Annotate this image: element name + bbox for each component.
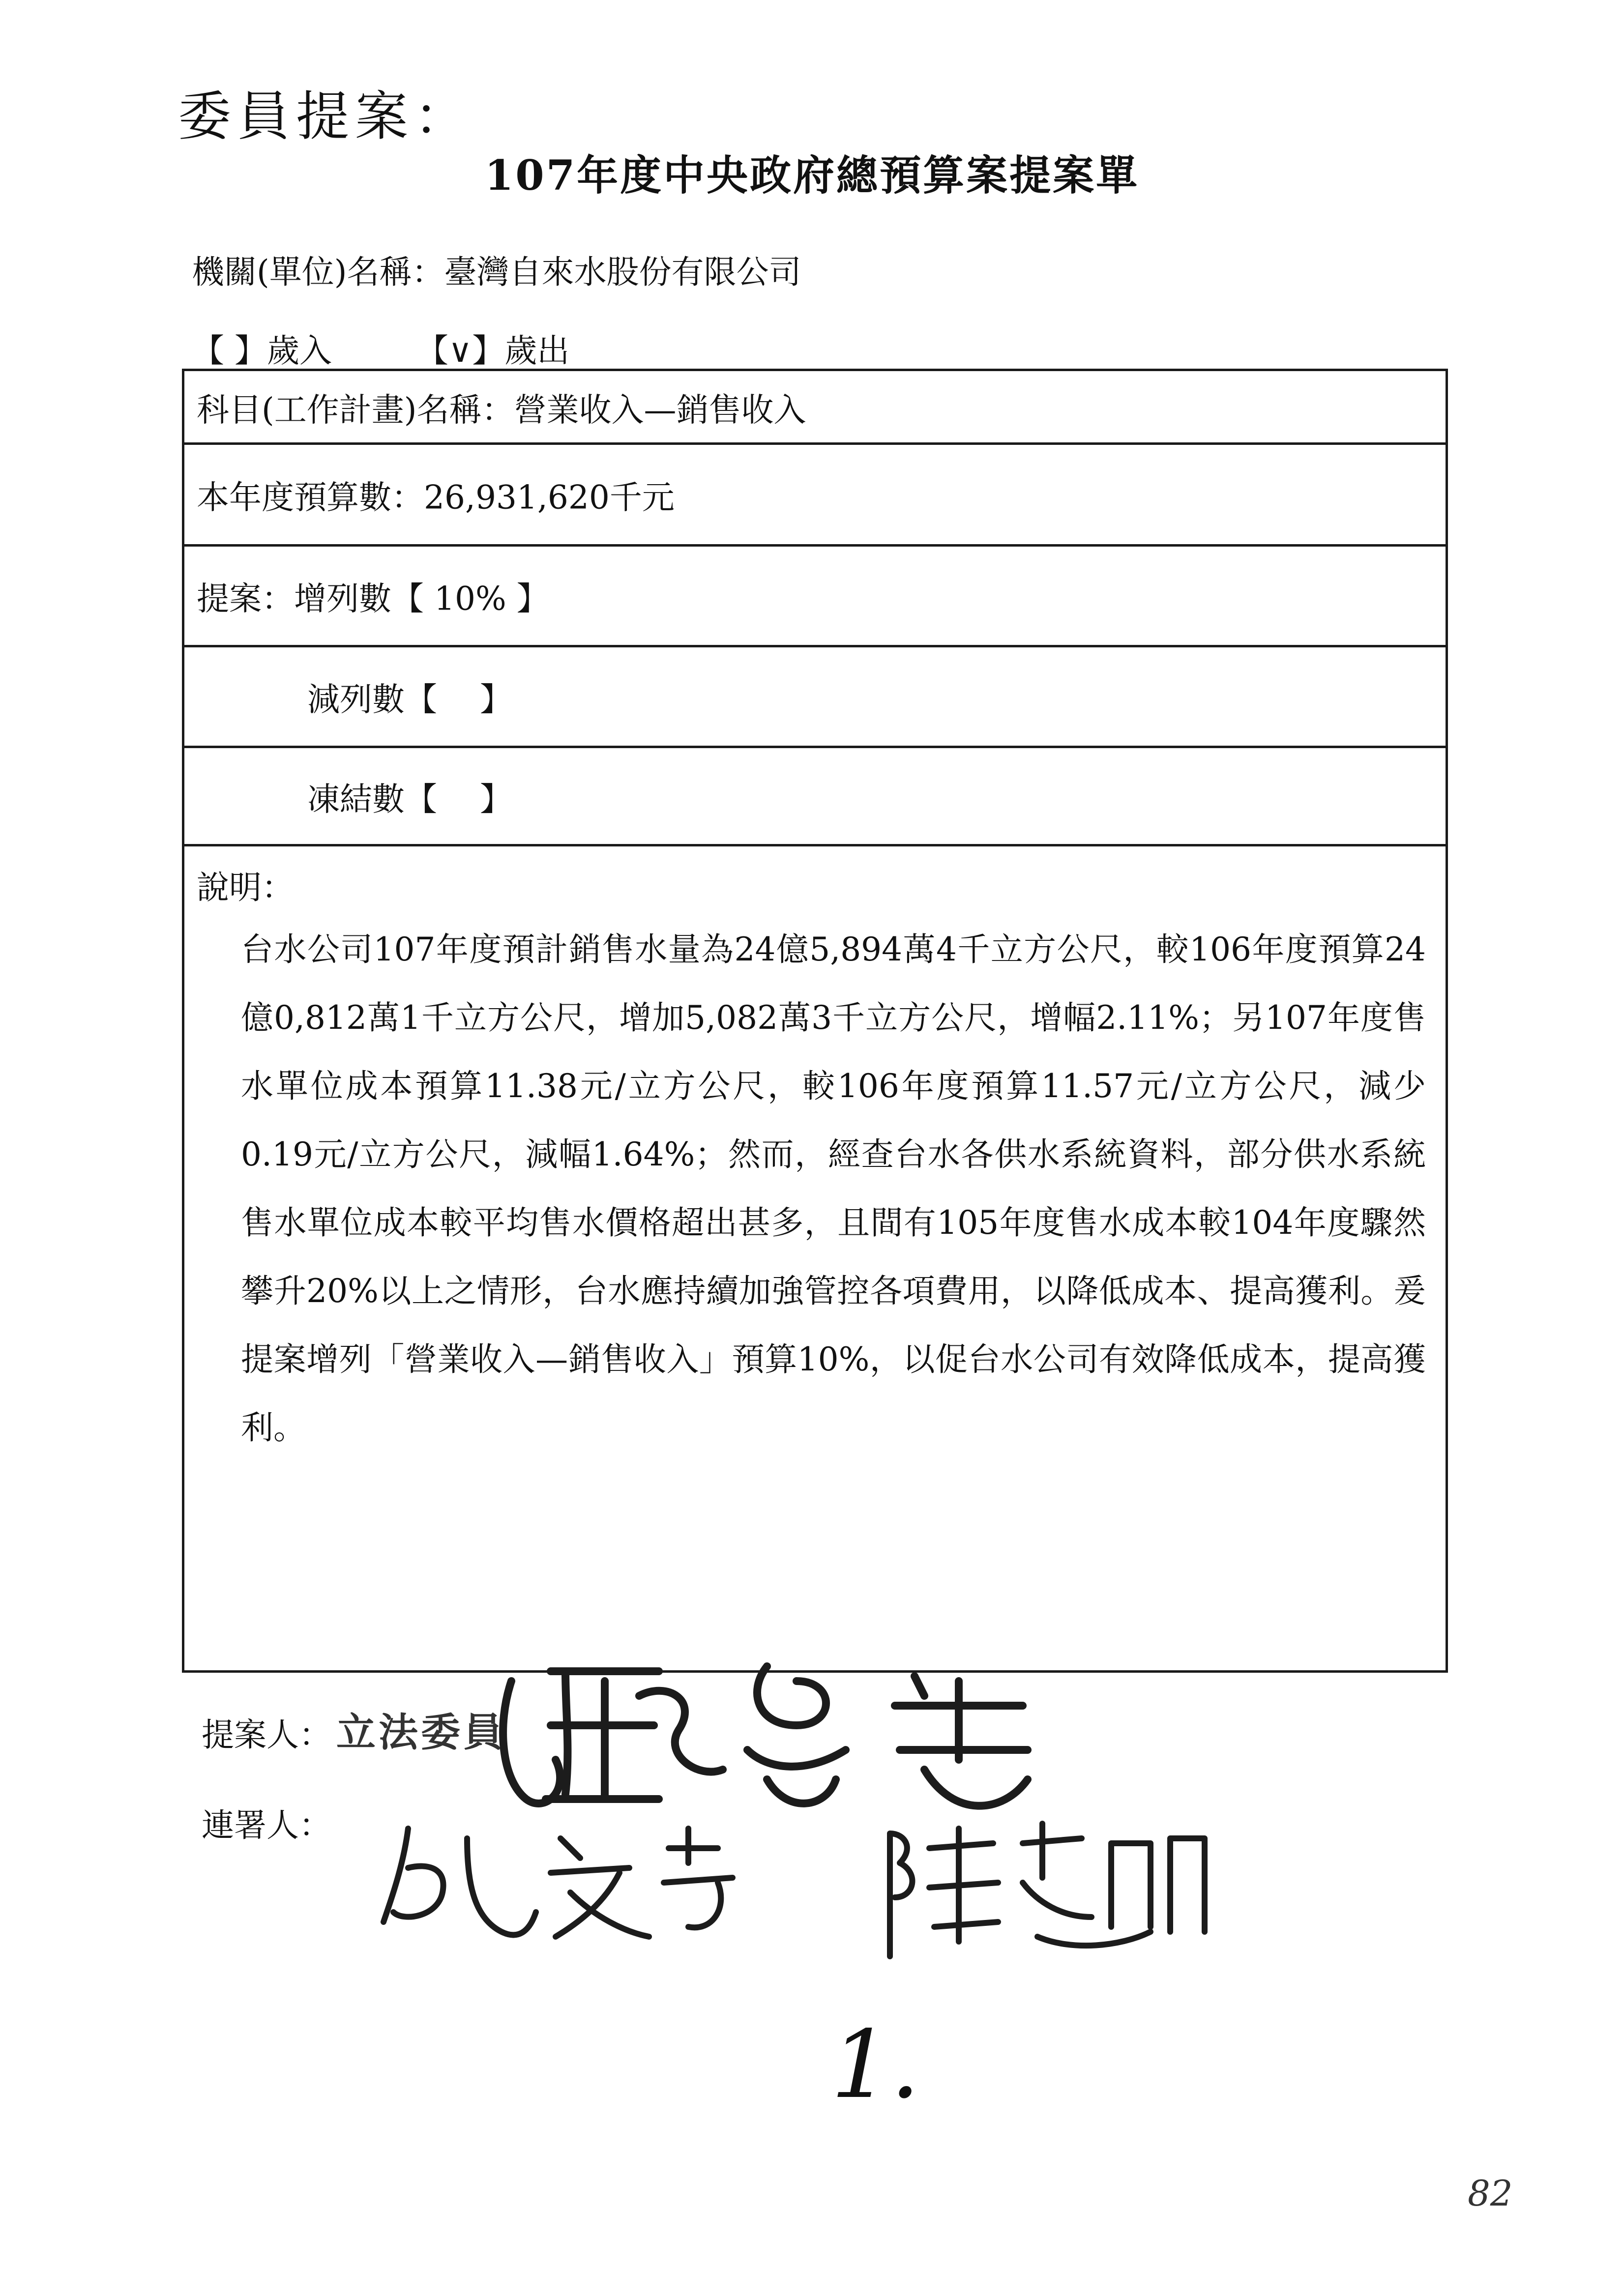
legislator-stamp: 立法委員 [336, 1709, 505, 1755]
budget-amount-text: 本年度預算數：26,931,620千元 [197, 478, 675, 517]
cosigner-signature-1 [374, 1809, 816, 1956]
explanation-title: 說明： [197, 869, 294, 906]
expenditure-checkbox: 【∨】歲出 [415, 332, 570, 370]
proposer-signature [492, 1652, 1131, 1829]
cosigner-line [202, 1799, 331, 1846]
document-title: 107年度中央政府總預算案提案單 [484, 151, 1140, 200]
page-number: 1. [831, 2010, 920, 2119]
proposer-line [202, 1701, 505, 1757]
revenue-checkbox: 【 】歲入 [192, 332, 332, 370]
increase-text: 提案：增列數【 10% 】 [197, 580, 549, 618]
header-label: 委員提案： [178, 86, 473, 147]
increase-row [184, 547, 1446, 647]
decrease-text: 減列數【 】 [307, 680, 512, 719]
freeze-text: 凍結數【 】 [307, 780, 512, 818]
sheet-number: 82 [1468, 2173, 1513, 2214]
budget-amount-row [184, 445, 1446, 547]
agency-name: 機關(單位)名稱：臺灣自來水股份有限公司 [192, 253, 801, 291]
budget-type-selector [192, 324, 643, 371]
subject-row [184, 371, 1446, 445]
explanation-section [184, 846, 1446, 1670]
proposer-label: 提案人： [202, 1716, 331, 1754]
cosigner-signature-2 [875, 1814, 1219, 1961]
explanation-body: 台水公司107年度預計銷售水量為24億5,894萬4千立方公尺，較106年度預算24億0,812萬1千立方公尺，增加5,082萬3千立方公尺，增幅2.11%；另107年度售水單位成本預算11.38元/立方公尺，較106年度預算11.57元/立方公尺，減少0.19元/立方公尺，減幅1.64%；然而，經查台水各供水系統資料，部分供水系統售水單位成本較平均售水價格超出甚多，且間有105年度售水成本較104年度驟然攀升20%以上之情形，台水應持續加強管控各項費用，以降低成本、提高獲利。爰提案增列「營業收入—銷售收入」預算10%，以促台水公司有效降低成本，提高獲利。 [241, 930, 1426, 1447]
subject-text: 科目(工作計畫)名稱：營業收入—銷售收入 [197, 391, 806, 429]
freeze-row [184, 748, 1446, 846]
cosigner-label: 連署人： [202, 1806, 331, 1844]
proposal-form-table [182, 369, 1448, 1673]
decrease-row [184, 647, 1446, 748]
